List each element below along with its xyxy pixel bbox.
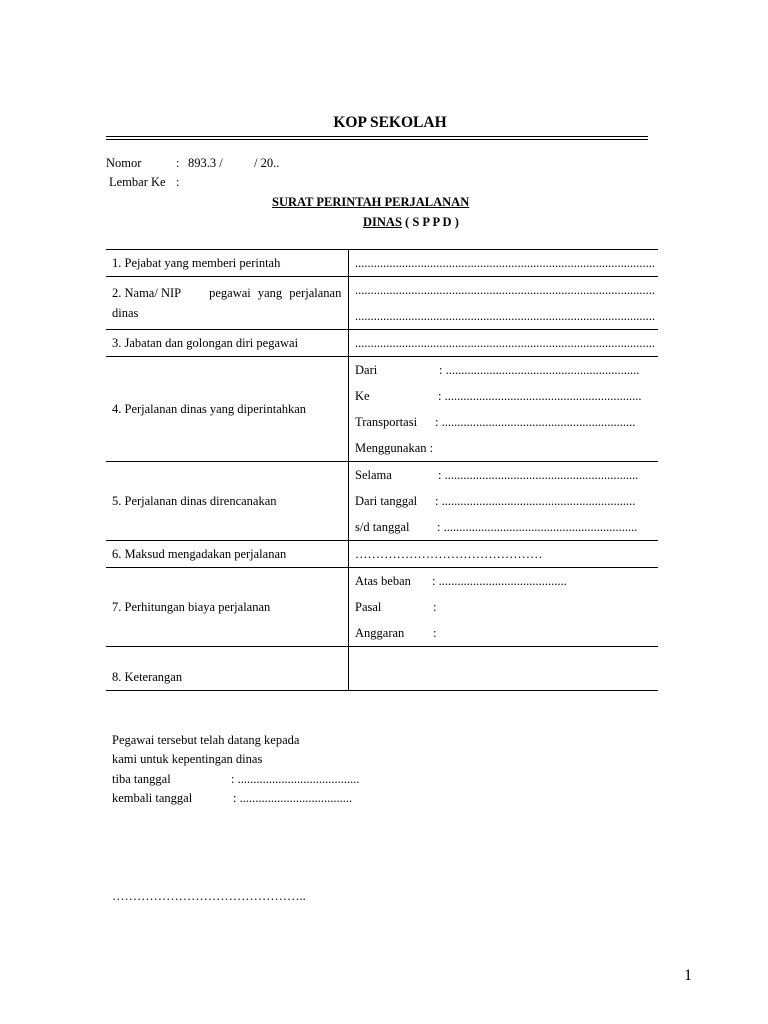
row4-transportasi-value: : .............................................................. [435,415,636,429]
row5-dari-tanggal-label: Dari tanggal [355,494,418,508]
row7-pasal [355,594,658,620]
row7-value [349,568,659,647]
table-row [106,568,658,647]
lembar-colon: : [176,175,180,189]
row5-value [349,462,659,541]
footer-line2: kami untuk kepentingan dinas [112,752,263,766]
table-row [106,357,658,462]
row4-value [349,357,659,462]
row7-anggaran-label: Anggaran [355,626,405,640]
row2-dotted-field-2: ................................................................................................ [355,309,655,323]
nomor-value: 893.3 / / 20.. [188,156,280,170]
nomor-label: Nomor [106,156,142,170]
row1-dotted-field: ................................................................................................ [355,256,655,270]
footer-line1: Pegawai tersebut telah datang kepada [112,733,300,747]
table-row [106,250,658,277]
nomor-colon: : [176,156,180,170]
row5-dari-tanggal-value: : .............................................................. [435,494,636,508]
row6-value [349,541,659,568]
row5-selama-value: : .............................................................. [438,468,639,482]
kembali-tanggal-value: : .................................... [233,791,353,805]
row2-label-a: 2. Nama/ NIP [112,286,182,300]
row4-menggunakan: Menggunakan : [355,441,434,455]
row7-pasal-label: Pasal [355,600,382,614]
row7-anggaran-value: : [433,626,437,640]
row4-dari-value: : .............................................................. [439,363,640,377]
row3-label: 3. Jabatan dan golongan diri pegawai [106,330,349,357]
row2-label [106,277,349,330]
tiba-tanggal-value: : ....................................... [231,772,360,786]
row8-value [349,647,659,691]
row4-dari [355,357,658,383]
row2-dotted-field-1: ................................................................................................ [355,283,655,297]
row4-label: 4. Perjalanan dinas yang diperintahkan [106,357,349,462]
row7-atas-beban-value: : ......................................... [432,574,567,588]
row3-dotted-field: ................................................................................................ [355,336,655,350]
row4-transportasi-label: Transportasi [355,415,418,429]
row5-selama-label: Selama [355,468,392,482]
row7-atas-beban [355,568,658,594]
sppd-form-table [106,249,658,691]
table-row [106,541,658,568]
row8-label: 8. Keterangan [106,647,349,691]
row2-label-b: pegawai yang perjalanan [209,286,342,300]
table-row [106,462,658,541]
row5-sd-tanggal [355,514,658,540]
row6-dotted-field: ……………………………………… [355,547,543,561]
kembali-tanggal-label: kembali tanggal [112,791,193,805]
tiba-tanggal-label: tiba tanggal [112,772,171,786]
table-row [106,277,658,330]
table-row [106,330,658,357]
row1-value [349,250,659,277]
row7-atas-beban-label: Atas beban [355,574,411,588]
school-letterhead-title: KOP SEKOLAH [333,114,447,131]
row5-sd-tanggal-value: : .............................................................. [437,520,638,534]
document-subtitle [363,215,459,230]
header-rule-top [106,136,648,137]
document-subtitle-abbr: ( S P P D ) [401,215,459,229]
row5-sd-tanggal-label: s/d tanggal [355,520,410,534]
row3-value [349,330,659,357]
row1-label: 1. Pejabat yang memberi perintah [106,250,349,277]
header-rule-bottom [106,139,648,140]
row7-pasal-value: : [433,600,437,614]
row5-selama [355,462,658,488]
row5-label: 5. Perjalanan dinas direncanakan [106,462,349,541]
row4-ke-value: : ............................................................... [438,389,642,403]
row2-label-line1 [112,283,348,303]
row4-ke-label: Ke [355,389,370,403]
row2-value [349,277,659,330]
row7-anggaran [355,620,658,646]
row4-transportasi [355,409,658,435]
row5-dari-tanggal [355,488,658,514]
row2-label-c: dinas [112,306,139,320]
lembar-label: Lembar Ke [109,175,166,189]
signature-line: ……………………………………….. [112,889,306,903]
row4-dari-label: Dari [355,363,378,377]
page-number: 1 [684,967,692,984]
document-subtitle-dinas: DINAS [363,215,402,229]
row7-label: 7. Perhitungan biaya perjalanan [106,568,349,647]
table-row [106,647,658,691]
row4-ke [355,383,658,409]
row6-label: 6. Maksud mengadakan perjalanan [106,541,349,568]
document-title: SURAT PERINTAH PERJALANAN [272,195,470,209]
